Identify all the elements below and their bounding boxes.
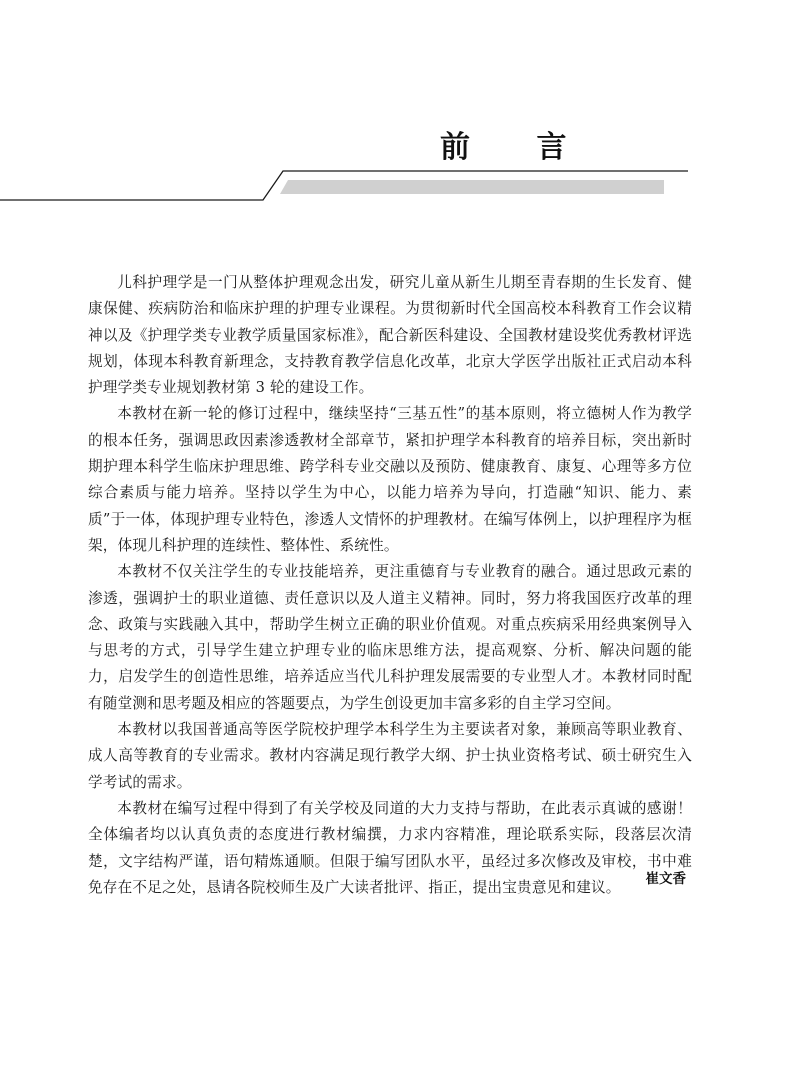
preface-body: [88, 270, 692, 901]
paragraph: 本教材不仅关注学生的专业技能培养，更注重德育与专业教育的融合。通过思政元素的渗透，强调护士的职业道德、责任意识以及人道主义精神。同时，努力将我国医疗改革的理念、政策与实践融入其中，帮助学生树立正确的职业价值观。对重点疾病采用经典案例导入与思考的方式，引导学生建立护理专业的临床思维方法，提高观察、分析、解决问题的能力，启发学生的创造性思维，培养适应当代儿科护理发展需要的专业型人才。本教材同时配有随堂测和思考题及相应的答题要点，为学生创设更加丰富多彩的自主学习空间。: [88, 563, 692, 712]
paragraph: 儿科护理学是一门从整体护理观念出发，研究儿童从新生儿期至青春期的生长发育、健康保健、疾病防治和临床护理的护理专业课程。为贯彻新时代全国高校本科教育工作会议精神以及《护理学类专业教学质量国家标准》，配合新医科建设、全国教材建设奖优秀教材评选规划，体现本科教育新理念，支持教育教学信息化改革，北京大学医学出版社正式启动本科护理学类专业规划教材第 3 轮的建设工作。: [88, 274, 692, 397]
header-gray-band: [280, 180, 664, 194]
paragraph: 本教材在编写过程中得到了有关学校及同道的大力支持与帮助，在此表示真诚的感谢！全体编者均以认真负责的态度进行教材编撰，力求内容精准，理论联系实际，段落层次清楚，文字结构严谨，语句精炼通顺。但限于编写团队水平，虽经过多次修改及审校，书中难免存在不足之处，恳请各院校师生及广大读者批评、指正，提出宝贵意见和建议。: [88, 799, 692, 896]
header-rule: [0, 168, 790, 208]
page-title: 前 言: [440, 130, 595, 165]
paragraph: 本教材在新一轮的修订过程中，继续坚持“三基五性”的基本原则，将立德树人作为教学的根本任务，强调思政因素渗透教材全部章节，紧扣护理学本科教育的培养目标，突出新时期护理本科学生临床护理思维、跨学科专业交融以及预防、健康教育、康复、心理等多方位综合素质与能力培养。坚持以学生为中心，以能力培养为导向，打造融“知识、能力、素质”于一体，体现护理专业特色，渗透人文情怀的护理教材。在编写体例上，以护理程序为框架，体现儿科护理的连续性、整体性、系统性。: [88, 405, 692, 554]
paragraph: 本教材以我国普通高等医学院校护理学本科学生为主要读者对象，兼顾高等职业教育、成人高等教育的专业需求。教材内容满足现行教学大纲、护士执业资格考试、硕士研究生入学考试的需求。: [88, 721, 692, 791]
author-signature: 崔文香: [645, 871, 686, 887]
